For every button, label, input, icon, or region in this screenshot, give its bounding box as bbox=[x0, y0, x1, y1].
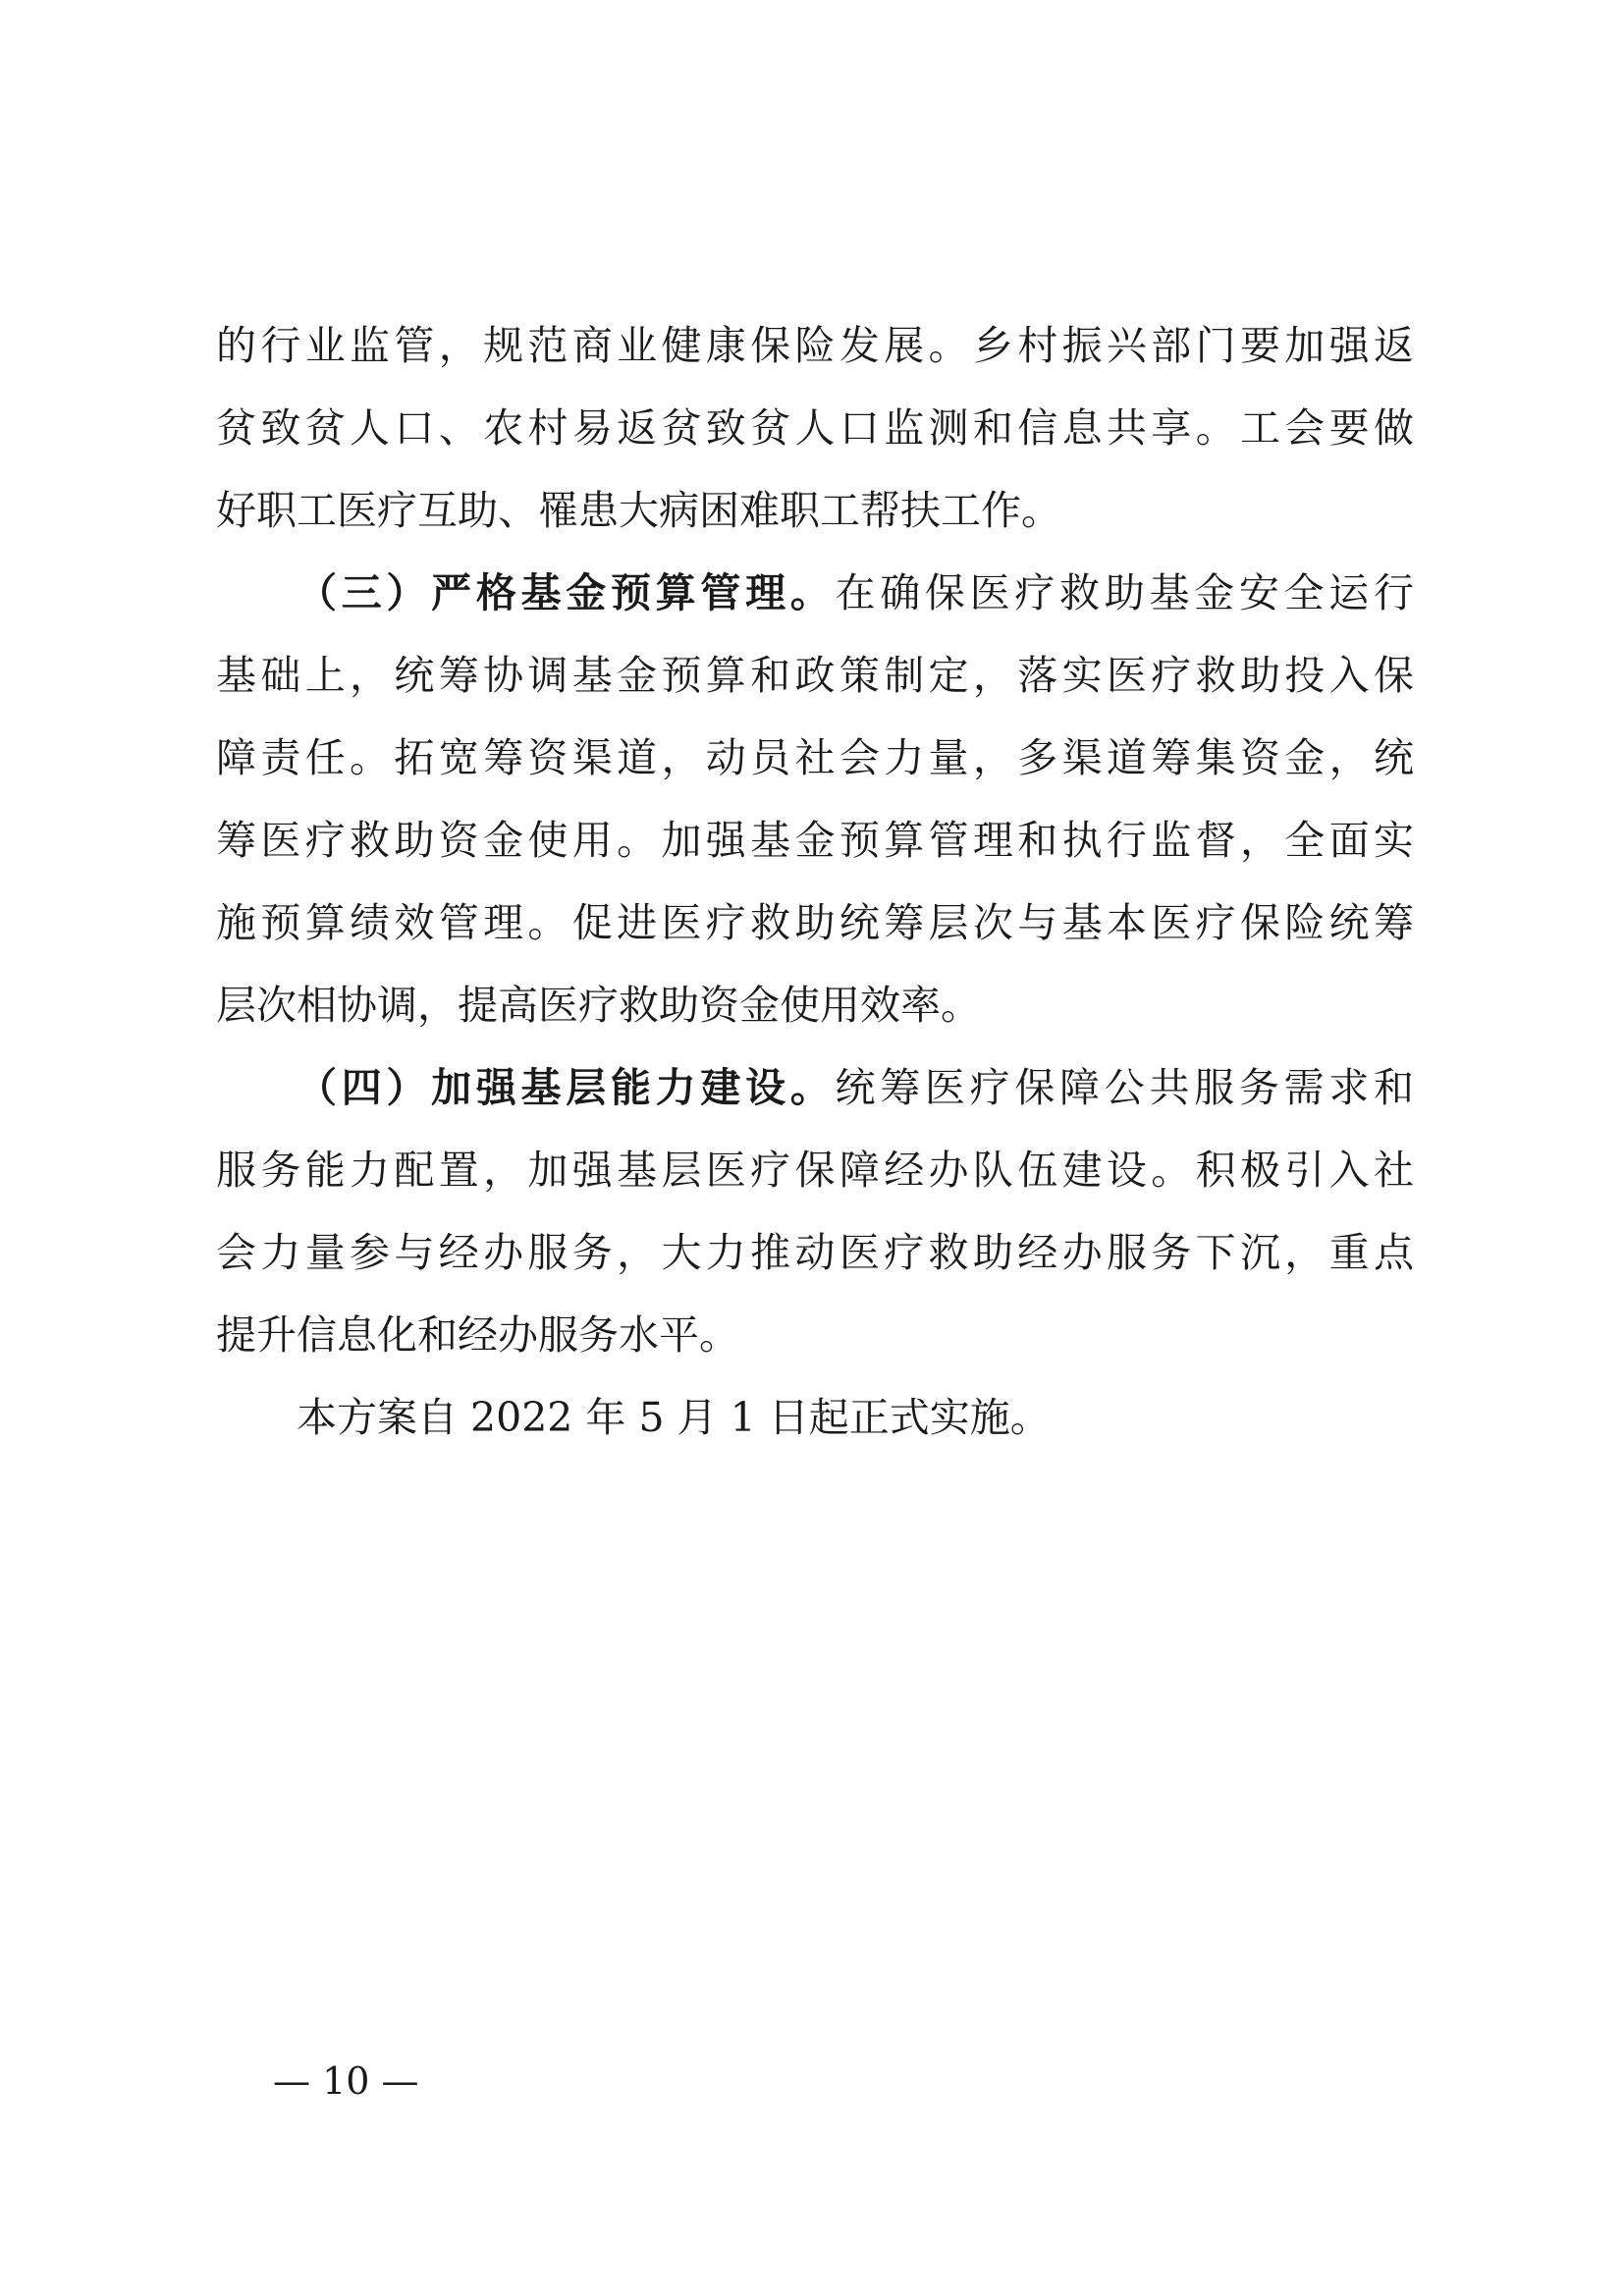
body-text: 统筹医疗保障公共服务需求和 bbox=[835, 1064, 1414, 1111]
body-text: 在确保医疗救助基金安全运行 bbox=[835, 569, 1414, 616]
body-line: 提升信息化和经办服务水平。 bbox=[216, 1311, 739, 1359]
section-three-first-line bbox=[216, 552, 1414, 634]
section-heading-three: （三）严格基金预算管理。 bbox=[297, 569, 836, 616]
implementation-date-line: 本方案自 2022 年 5 月 1 日起正式实施。 bbox=[297, 1394, 1051, 1441]
document-body bbox=[216, 304, 1414, 1459]
body-line: 障责任。拓宽筹资渠道，动员社会力量，多渠道筹集资金，统 bbox=[216, 734, 1414, 781]
body-line: 会力量参与经办服务，大力推动医疗救助经办服务下沉，重点 bbox=[216, 1229, 1414, 1276]
section-heading-four: （四）加强基层能力建设。 bbox=[297, 1064, 836, 1111]
body-line: 筹医疗救助资金使用。加强基金预算管理和执行监督，全面实 bbox=[216, 817, 1414, 864]
page-number: — 10 — bbox=[273, 2059, 419, 2103]
body-line: 好职工医疗互助、罹患大病困难职工帮扶工作。 bbox=[216, 487, 1061, 534]
body-line: 贫致贫人口、农村易返贫致贫人口监测和信息共享。工会要做 bbox=[216, 404, 1414, 452]
body-line: 施预算绩效管理。促进医疗救助统筹层次与基本医疗保险统筹 bbox=[216, 899, 1414, 946]
body-line: 层次相协调，提高医疗救助资金使用效率。 bbox=[216, 982, 981, 1029]
section-four-first-line bbox=[216, 1046, 1414, 1129]
body-line: 服务能力配置，加强基层医疗保障经办队伍建设。积极引入社 bbox=[216, 1147, 1414, 1194]
body-line: 的行业监管，规范商业健康保险发展。乡村振兴部门要加强返 bbox=[216, 322, 1414, 369]
body-line: 基础上，统筹协调基金预算和政策制定，落实医疗救助投入保 bbox=[216, 652, 1414, 699]
